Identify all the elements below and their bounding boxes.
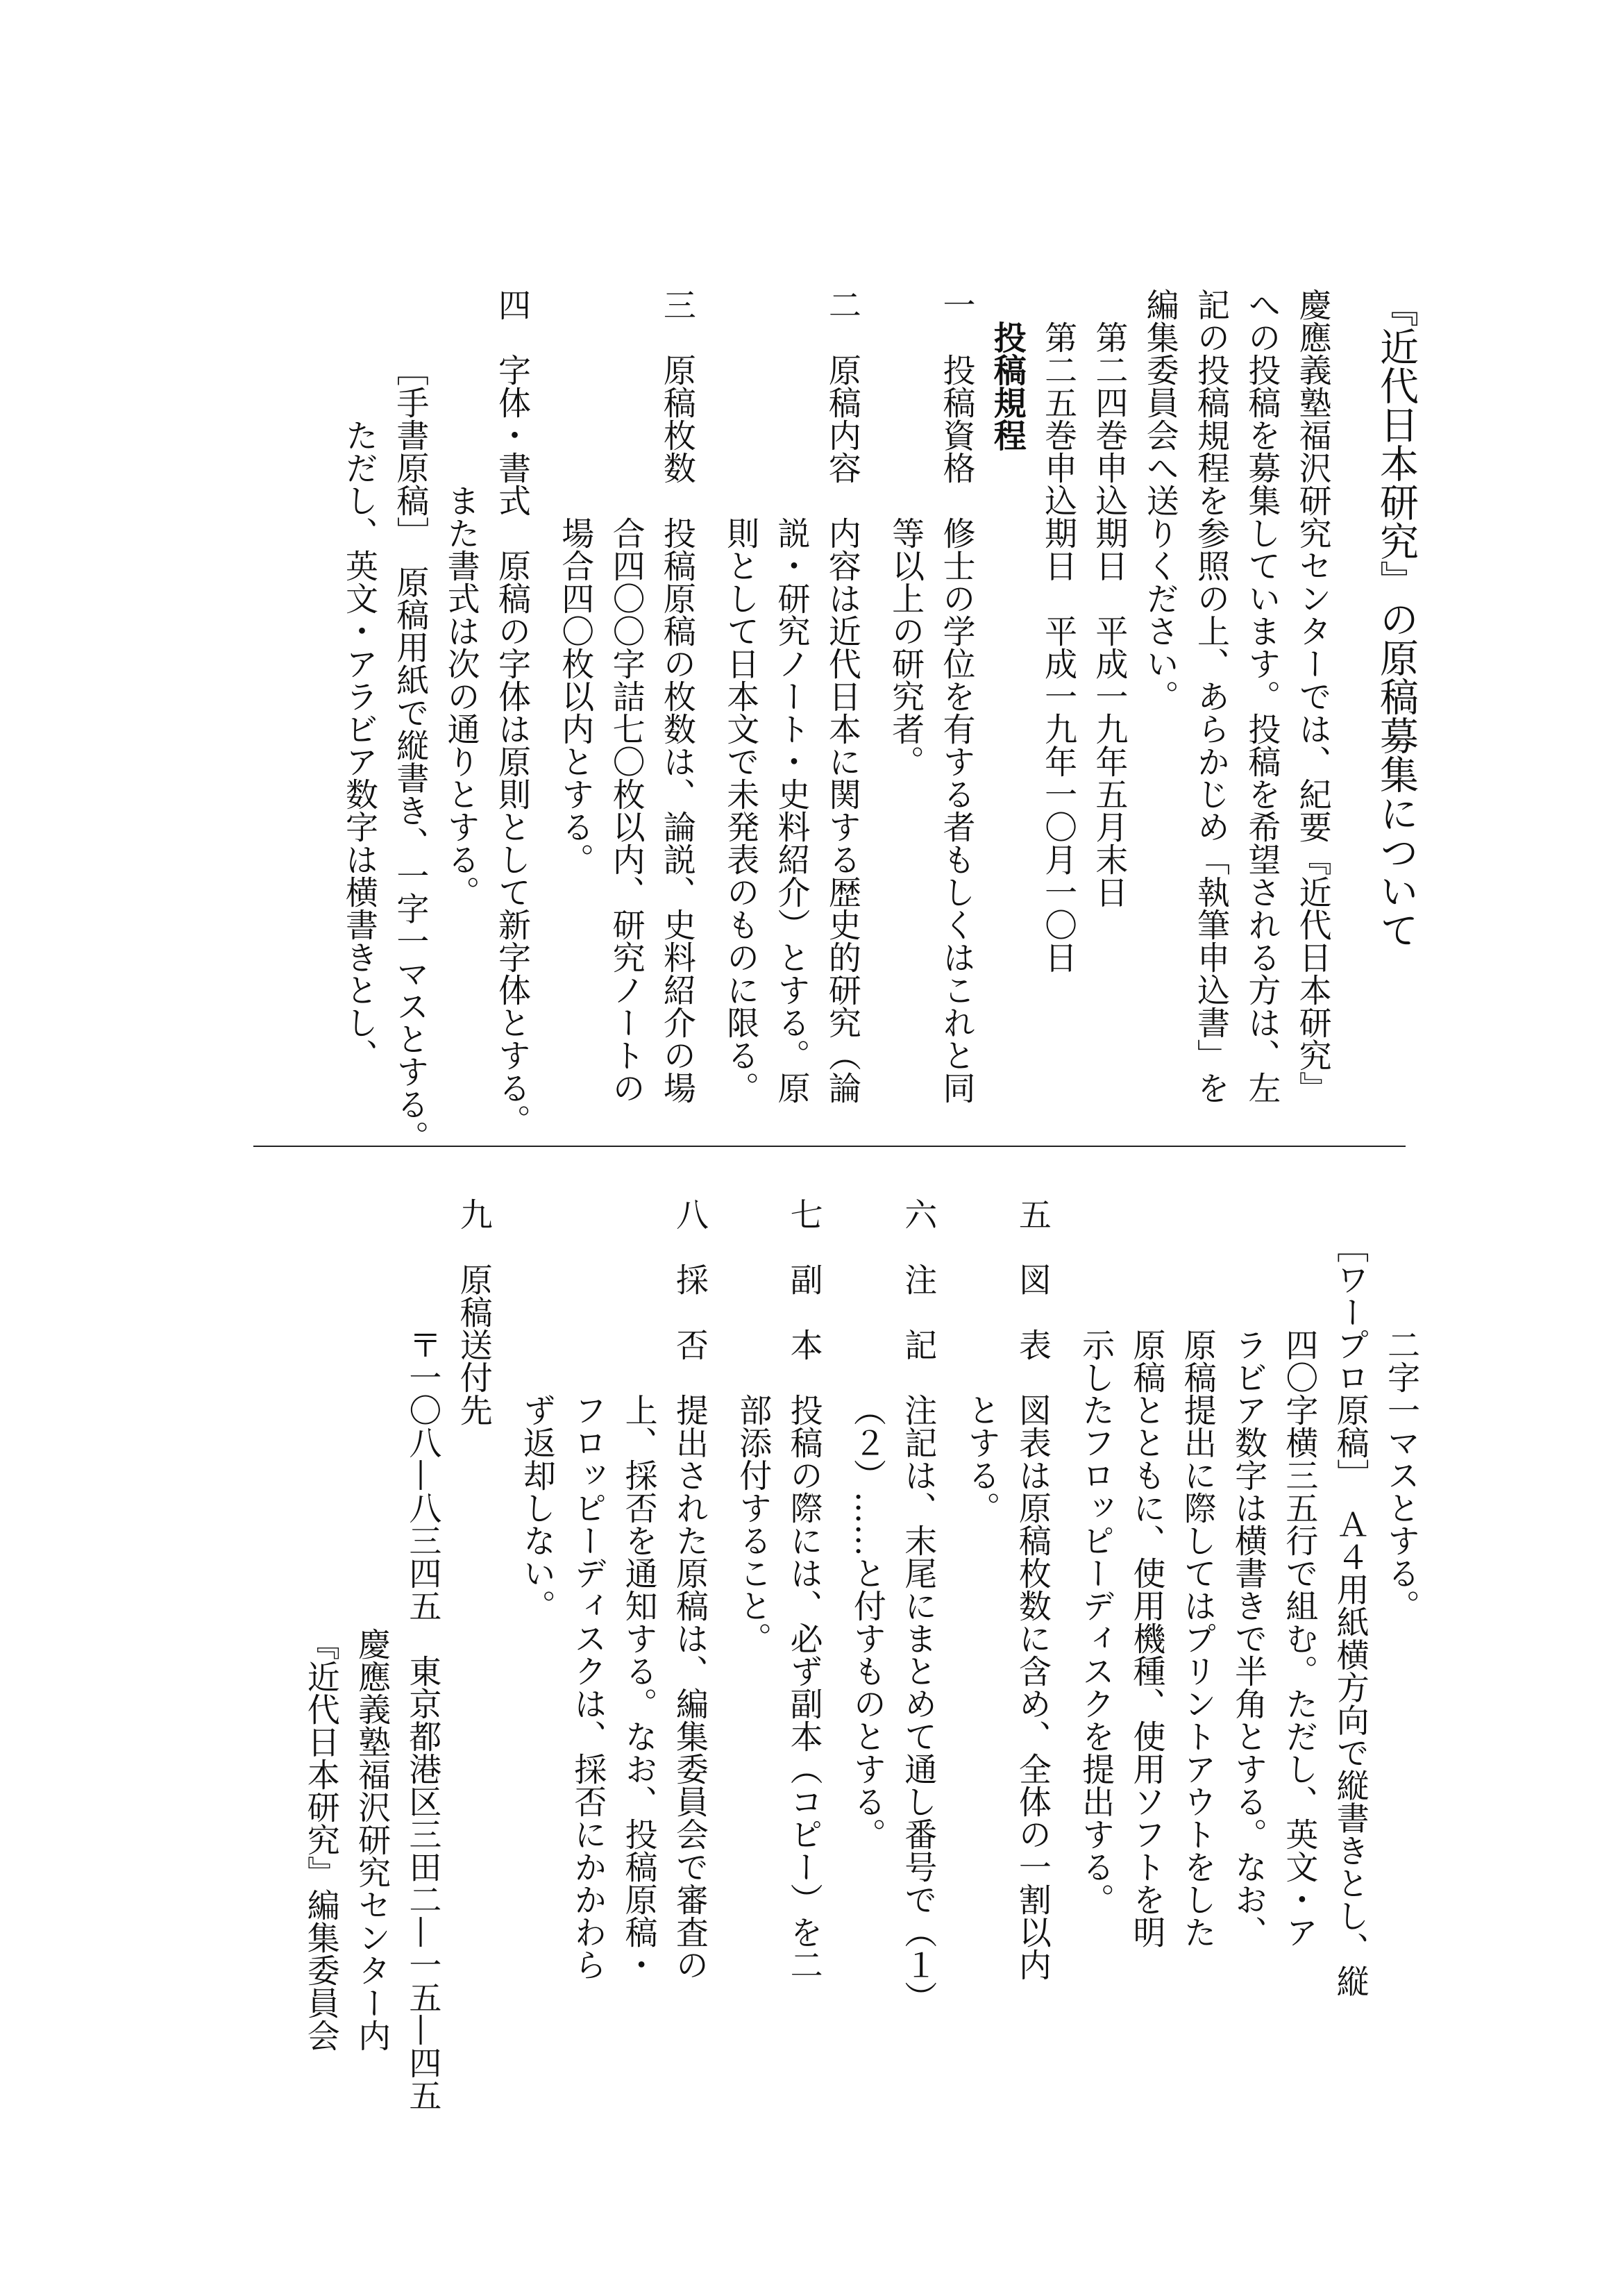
handwritten-line-a: ［手書原稿］ 原稿用紙で縦書き、一字一マスとする。 xyxy=(391,353,430,1153)
wordpro-line-c: ラビア数字は横書きで半角とする。なお、 xyxy=(1229,1328,1268,1948)
handwritten-line-c: 二字一マスとする。 xyxy=(1382,1328,1420,1622)
rule1-line-b: 等以上の研究者。 xyxy=(886,517,925,778)
rule3-line-b: 合四〇〇字詰七〇枚以内、研究ノートの xyxy=(607,517,646,1104)
organization-line-2: 『近代日本研究』編集委員会 xyxy=(301,1627,340,2052)
wordpro-line-b: 四〇字横三五行で組む。ただし、英文・ア xyxy=(1280,1328,1319,1948)
intro-line-3: 記の投稿規程を参照の上、あらかじめ「執筆申込書」を xyxy=(1192,288,1231,1104)
deadline-vol24: 第二四巻申込期日 平成一九年五月末日 xyxy=(1090,321,1129,908)
wordpro-line-a: ［ワープロ原稿］ Ａ４用紙横方向で縦書きとし、縦 xyxy=(1331,1230,1370,1997)
intro-line-1: 慶應義塾福沢研究センターでは、紀要『近代日本研究』 xyxy=(1293,288,1332,1104)
rule4-line-a: 四 字体・書式 原稿の字体は原則として新字体とする。 xyxy=(492,288,531,1137)
rule3-line-c: 場合四〇枚以内とする。 xyxy=(556,517,595,875)
rule5-line-a: 五 図 表 図表は原稿枚数に含め、全体の一割以内 xyxy=(1013,1198,1052,1981)
rule8-line-a: 八 採 否 提出された原稿は、編集委員会で審査の xyxy=(670,1198,709,1981)
lower-section xyxy=(38,1198,1426,2111)
rules-heading: 投稿規程 xyxy=(988,321,1027,451)
intro-line-2: への投稿を募集しています。投稿を希望される方は、左 xyxy=(1242,288,1281,1104)
wordpro-line-f: 示したフロッピーディスクを提出する。 xyxy=(1077,1328,1115,1916)
rule5-line-b: とする。 xyxy=(962,1393,1001,1524)
rule7-line-a: 七 副 本 投稿の際には、必ず副本（コピー）を二 xyxy=(784,1198,823,1981)
rule2-line-b: 説・研究ノート・史料紹介）とする。原 xyxy=(772,517,811,1104)
rule7-line-b: 部添付すること。 xyxy=(734,1393,773,1654)
rule8-line-c: フロッピーディスクは、採否にかかわら xyxy=(568,1393,607,1981)
organization-line-1: 慶應義塾福沢研究センター内 xyxy=(353,1627,391,2052)
rule8-line-b: 上、採否を通知する。なお、投稿原稿・ xyxy=(619,1393,658,1981)
rule8-line-d: ず返却しない。 xyxy=(518,1393,556,1622)
wordpro-line-d: 原稿提出に際してはプリントアウトをした xyxy=(1178,1328,1217,1948)
upper-section xyxy=(38,288,1426,1153)
intro-line-4: 編集委員会へ送りください。 xyxy=(1140,288,1179,712)
section-divider xyxy=(253,1146,1406,1147)
rule3-line-a: 三 原稿枚数 投稿原稿の枚数は、論説、史料紹介の場 xyxy=(657,288,696,1104)
rule9-line: 九 原稿送付先 xyxy=(454,1198,493,1426)
rule2-line-c: 則として日本文で未発表のものに限る。 xyxy=(721,517,760,1104)
rule1-line-a: 一 投稿資格 修士の学位を有する者もしくはこれと同 xyxy=(937,288,976,1104)
postal-address: 〒一〇八—八三四五 東京都港区三田二—一五—四五 xyxy=(403,1328,442,2111)
notice-title: 『近代日本研究』の原稿募集について xyxy=(1374,288,1419,949)
rule6-line-b: （２）……と付すものとする。 xyxy=(848,1393,886,1850)
deadline-vol25: 第二五巻申込期日 平成一九年一〇月一〇日 xyxy=(1039,321,1078,973)
wordpro-line-e: 原稿とともに、使用機種、使用ソフトを明 xyxy=(1127,1328,1166,1948)
rule2-line-a: 二 原稿内容 内容は近代日本に関する歴史的研究（論 xyxy=(823,288,861,1104)
handwritten-line-b: ただし、英文・アラビア数字は横書きとし、 xyxy=(340,419,379,1071)
rule4-line-b: また書式は次の通りとする。 xyxy=(441,484,480,908)
rule6-line-a: 六 注 記 注記は、末尾にまとめて通し番号で（１） xyxy=(899,1198,938,2013)
